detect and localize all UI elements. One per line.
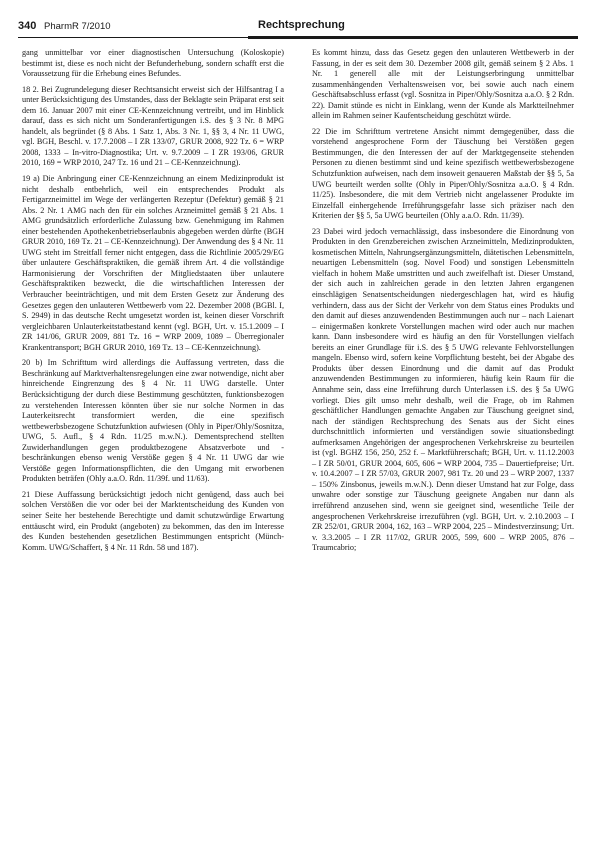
paragraph: 20 b) Im Schrifttum wird allerdings die Auffassung vertreten, dass die Beschränkung auf Marktverhaltensregelungen eine zwar notwendige, nicht aber hinreichende Eingrenzung des § 4 Nr. 11 UWG darstelle. Unter Berücksichtigung der durch diese Bestimmung geschützten, funktionsbezogen zu verstehenden Interessen könnten über sie nur solche Normen in das Lauterkeitsrecht transformiert werden, die eine spezifisch wettbewerbsbezogene Schutzfunktion aufwiesen (Ohly in Piper/Ohly/Sosnitza, UWG, 5. Aufl., § 4 Rdn. 11/25 m.w.N.). Dementsprechend stellten Zuwiderhandlungen gegen produktbezogene Absatzverbote und -beschränkungen ebenso wenig Verstöße gegen § 4 Nr. 11 UWG dar wie Verstöße gegen Informationspflichten, die den Umgang mit erworbenen Produkten beträfen (Ohly a.a.O. Rdn. 11/39f. und 11/63). <box>22 358 284 484</box>
paragraph: 18 2. Bei Zugrundelegung dieser Rechtsansicht erweist sich der Hilfsantrag I a unter Berücksichtigung des Umstandes, dass der Beklagte sein Präparat erst seit dem 16. Januar 2007 mit einer CE-Kennzeichnung vertreibt, und im Hinblick darauf, dass es sich nicht um Sonderanfertigungen i.S. des § 3 Nr. 8 MPG handelt, als begründet (§ 8 Abs. 1 Satz 1, Abs. 3 Nr. 1, §§ 3, 4 Nr. 11 UWG, vgl. BGH, Beschl. v. 17.7.2008 – I ZR 133/07, GRUR 2008, 922 Tz. 6 = WRP 2008, 1333 – In-vitro-Diagnostika; Urt. v. 9.7.2009 – I ZR 193/06, GRUR 2010, 169 = WRP 2010, 247 Tz. 16 und 21 – CE-Kennzeichnung). <box>22 84 284 168</box>
paragraph: Es kommt hinzu, dass das Gesetz gegen den unlauteren Wettbewerb in der Fassung, in der es seit dem 30. Dezember 2008 gilt, gemäß seinem § 2 Abs. 1 Nr. 1 generell alle mit der Leistungserbringung unmittelbar zusammenhängenden Verhaltensweisen vor, bei sowie auch nach einem Geschäftsabschluss erfasst (vgl. Sosnitza in Piper/Ohly/Sosnitza a.a.O. § 2 Rdn. 22). Damit stünde es nicht in Einklang, wenn der Kunde als Marktteilnehmer allein im Rahmen seiner Kaufentscheidung geschützt würde. <box>312 48 574 121</box>
paragraph: gang unmittelbar vor einer diagnostischen Untersuchung (Koloskopie) bestimmt ist, diese es noch nicht der Befunderhebung, sondern schafft erst die Voraussetzung für die Erhebung eines Befundes. <box>22 48 284 79</box>
paragraph: 23 Dabei wird jedoch vernachlässigt, dass insbesondere die Einordnung von Produkten in den Grenzbereichen zwischen Arzneimitteln, Medizinprodukten, kosmetischen Mitteln, Nahrungsergänzungsmitteln, diätetischen Lebensmitteln, neuartigen Lebensmitteln (sog. Novel Food) und sonstigen Lebensmitteln vielfach in hohem Maße umstritten und auch zweifelhaft ist. Dieser Umstand, der sich auch in zahlreichen gerade in den letzten Jahren ergangenen einschlägigen Senatsentscheidungen niedergeschlagen hat, wird es häufig verhindern, dass aus der Sicht der Verkehr von dem Status eines Produkts und den damit auf dieses anzuwendenden Bestimmungen auch nur – nach Laienart – einigermaßen konkrete Vorstellungen machen wird oder auch nur machen kann. Dann insbesondere wird es häufig an den für Vorstellungen vielfach bereits an einer Grundlage für i.S. des § 5 UWG relevante Fehlvorstellungen mangeln. Ebenso wird, sofern keine Vorpflichtung besteht, bei der Abgabe des Produkts über dessen Einordnung und die damit auf das Produkt anzuwendenden Bestimmungen zu informieren, häufig kein Raum für die Annahme sein, dass eine Irreführung durch Unterlassen i.S. des § 5a UWG vorliegt. Dies gilt umso mehr deshalb, weil die Frage, ob im Rahmen geschäftlicher Handlungen gemachte Angaben zur Täuschung geeignet sind, nach der ständigen Rechtsprechung des Senats aus der Sicht eines durchschnittlich informierten und verständigen sowie situationsbedingt aufmerksamen Angehörigen der angesprochenen Verkehrskreise zu beurteilen ist (vgl. BGHZ 156, 250, 252 f. – Marktführerschaft; BGH, Urt. v. 11.12.2003 – I ZR 50/01, GRUR 2004, 605, 606 = WRP 2004, 735 – Dauertiefpreise; Urt. v. 10.4.2007 – I ZR 57/03, GRUR 2007, 981 Tz. 20 und 23 – WRP 2007, 1337 – 150% Zinsbonus, jeweils m.w.N.). Denn dieser Umstand hat zur Folge, dass unwahre oder sonstige zur Täuschung geeignete Angaben nur dann als irreführend anzusehen sind, wenn sie geeignet sind, wesentliche Teile der angesprochenen Verkehrskreise irrezuführen (vgl. BGH, Urt. v. 2.10.2003 – I ZR 252/01, GRUR 2004, 162, 163 – WRP 2004, 225 – Mindestverzinsung; Urt. v. 3.3.2005 – I ZR 117/02, GRUR 2005, 599, 600 – WRP 2005, 876 – Traumcabrio; <box>312 226 574 553</box>
page-header <box>18 18 578 42</box>
right-column <box>312 48 574 559</box>
journal-reference: PharmR 7/2010 <box>44 21 111 32</box>
left-column <box>22 48 284 558</box>
paragraph: 22 Die im Schrifttum vertretene Ansicht nimmt demgegenüber, dass die vorstehend angesprochene Form der Täuschung bei Verstößen gegen Bestimmungen, die den Interessen der auf der Marktgegenseite stehenden Personen zu dienen bestimmt sind und keine spezifisch wettbewerbsbezogene Schutzfunktion aufweisen, nach dem insoweit genaueren Maßstab der §§ 5, 5a UWG beurteilt werden sollte (Ohly in Piper/Ohly/Sosnitza a.a.O. § 4 Rdn. 11/25). Insbesondere, die mit dem Vertrieb nicht angelassener Produkte im Einzelfall einhergehende Irreführungsgefahr lasse sich präziser nach den Kriterien der §§ 5, 5a UWG beurteilen (Ohly a.a.O. Rdn. 11/39). <box>312 126 574 221</box>
header-rule-thick <box>248 36 578 39</box>
page-number: 340 <box>18 20 37 32</box>
paragraph: 21 Diese Auffassung berücksichtigt jedoch nicht genügend, dass auch bei solchen Verstößen die vor oder bei der Marktentscheidung des Kunden von seiner Seite her bestehende Berechtigte und damit schutzwürdige Erwartung enttäuscht wird, ein Produkt (angeboten) zu bekommen, das den im Interesse des Kunden bestehenden gesetzlichen Bestimmungen entspricht (Münch-Komm. UWG/Schaffert, § 4 Nr. 11 Rdn. 58 und 187). <box>22 489 284 552</box>
header-rule-thin <box>18 37 248 38</box>
section-title: Rechtsprechung <box>258 19 345 31</box>
paragraph: 19 a) Die Anbringung einer CE-Kennzeichnung an einem Medizinprodukt ist nicht deshalb entbehrlich, weil ein entsprechendes Produkt als Fertigarzneimittel im Wege der verlängerten Rezeptur (Defektur) gemäß § 21 Abs. 2 Nr. 1 AMG nach den für ein solches Arzneimittel gemäß § 21 Abs. 1 AMG grundsätzlich erforderliche Zulassung bzw. Genehmigung im Rahmen einer bestehenden Apothekenbetriebserlaubnis abgegeben werden dürfte (BGH GRUR 2010, 169 Tz. 21 – CE-Kennzeichnung). Der Anwendung des § 4 Nr. 11 UWG steht im Streitfall ferner nicht entgegen, dass die Richtlinie 2005/29/EG über unlautere Geschäftspraktiken, die gemäß ihrem Art. 4 die vollständige Harmonisierung der Vorschriften der Mitgliedstaaten über unlautere Geschäftspraktiken bezweckt, die die wirtschaftlichen Interessen der Verbraucher beeinträchtigen, und mit dem Ersten Gesetz zur Änderung des Gesetzes gegen den unlauteren Wettbewerb vom 22. Dezember 2008 (BGBl. I, S. 2949) in das deutsche Recht umgesetzt worden ist, keinen dieser Vorschrift vergleichbaren Unlauterkeitstatbestand kennt (vgl. BGH, Urt. v. 15.1.2009 – I ZR 141/06, GRUR 2009, 881 Tz. 16 = WRP 2009, 1089 – Überregionaler Krankentransport; BGH GRUR 2010, 169 Tz. 13 – CE-Kennzeichnung). <box>22 174 284 352</box>
